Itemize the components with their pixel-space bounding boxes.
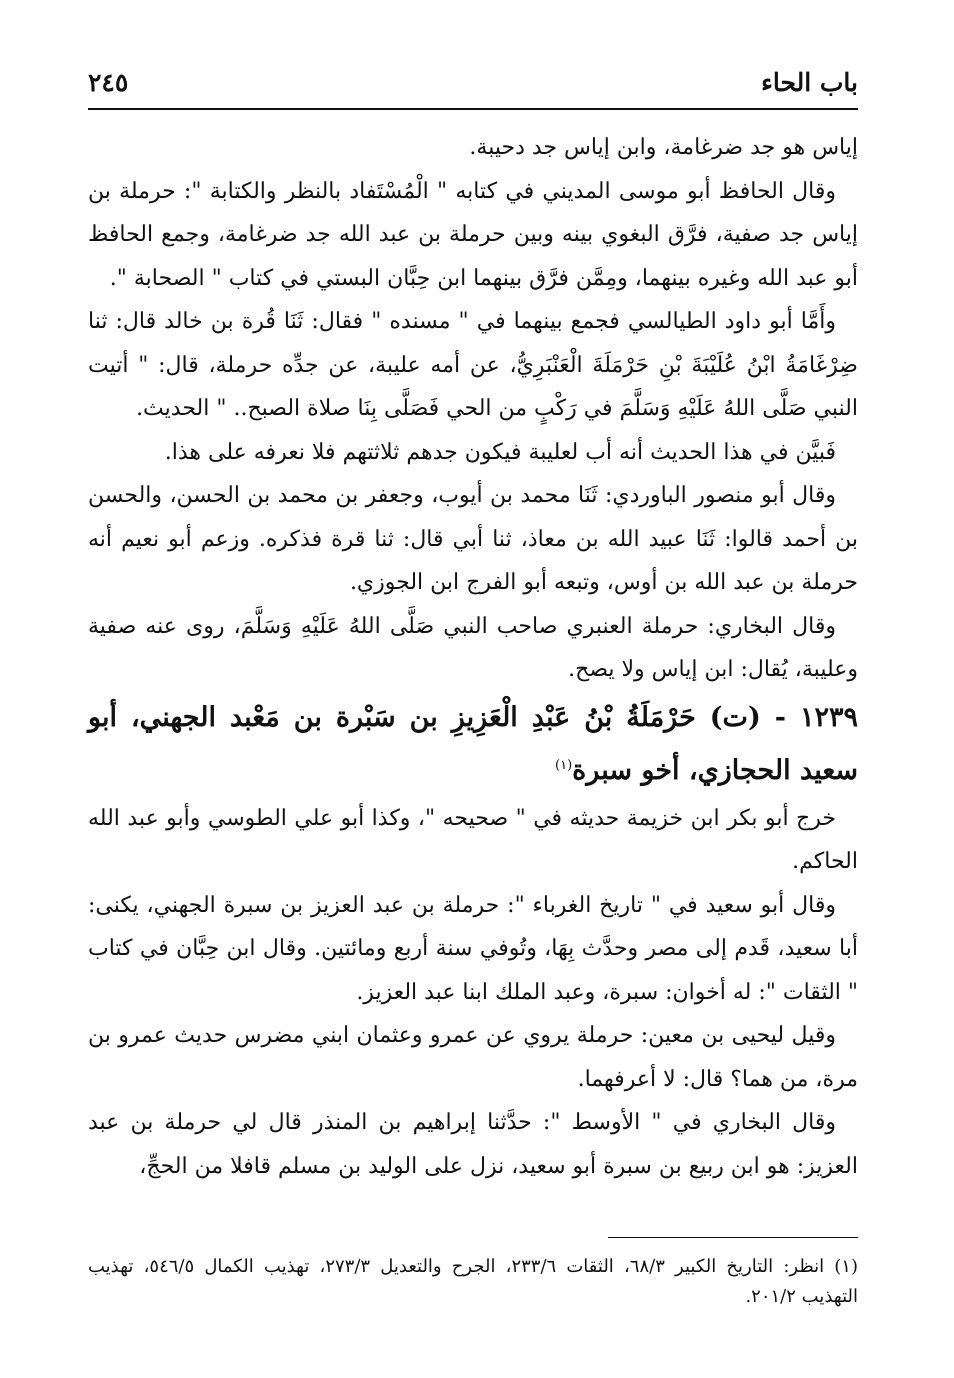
page-header: [88, 58, 858, 110]
page-number: ٢٤٥: [88, 68, 129, 97]
footnote: (١) انظر: التاريخ الكبير ٦٨/٣، الثقات ٢٣٣/٦، الجرح والتعديل ٢٧٣/٣، تهذيب الكمال ٥٤٦/٥، تهذيب التهذيب ٢٠١/٢.: [88, 1256, 858, 1307]
entry-heading: [88, 694, 858, 795]
running-title: باب الحاء: [761, 68, 858, 97]
paragraph: وقال أبو سعيد في " تاريخ الغرباء ": حرملة بن عبد العزيز بن سبرة الجهني، يكنى: أبا سعيد، قَدم إلى مصر وحدَّث بِهَا، وتُوفي سنة أربع ومائتين. وقال ابن حِبَّان في كتاب " الثقات ": له أخوان: سبرة، وعبد الملك ابنا عبد العزيز.: [88, 892, 858, 1005]
paragraph: وقال أبو منصور الباوردي: ثَنَا محمد بن أيوب، وجعفر بن محمد بن الحسن، والحسن بن أحمد قالوا: ثَنَا عبيد الله بن معاذ، ثنا أبي قال: ثنا قرة فذكره. وزعم أبو نعيم أنه حرملة بن عبد الله بن أوس، وتبعه أبو الفرج ابن الجوزي.: [88, 483, 858, 595]
paragraph: إياس هو جد ضرغامة، وابن إياس جد دحيبة.: [469, 135, 858, 160]
paragraph: خرج أبو بكر ابن خزيمة حديثه في " صحيحه "، وكذا أبو علي الطوسي وأبو عبد الله الحاكم.: [88, 805, 858, 874]
footnote-divider: [608, 1237, 858, 1238]
paragraph: وقيل ليحيى بن معين: حرملة يروي عن عمرو وعثمان ابني مضرس حديث عمرو بن مرة، من هما؟ قال: لا أعرفهما.: [88, 1023, 858, 1092]
paragraph: فَبيَّن في هذا الحديث أنه أب لعليبة فيكون جدهم ثلاثتهم فلا نعرفه على هذا.: [164, 439, 836, 465]
paragraph: وقال الحافظ أبو موسى المديني في كتابه " الْمُسْتَفاد بالنظر والكتابة ": حرملة بن إياس جد صفية، فرَّق البغوي بينه وبين حرملة بن عبد الله جد ضرغامة، وجمع الحافظ أبو عبد الله وغيره بينهما، ومِمَّن فرَّق بينهما ابن حِبَّان البستي في كتاب " الصحابة ".: [88, 178, 858, 291]
footnote-marker: (١): [555, 757, 573, 773]
paragraph: وقال البخاري في " الأوسط ": حدَّثنا إبراهيم بن المنذر قال لي حرملة بن عبد العزيز: هو ابن ربيع بن سبرة أبو سعيد، نزل على الوليد بن مسلم قافلا من الحجِّ،: [88, 1110, 858, 1179]
paragraph: وقال البخاري: حرملة العنبري صاحب النبي صَلَّى اللهُ عَلَيْهِ وَسَلَّمَ، روى عنه صفية وعليبة، يُقال: ابن إياس ولا يصح.: [88, 613, 858, 682]
paragraph: وأَمَّا أبو داود الطيالسي فجمع بينهما في " مسنده " فقال: ثَنَا قُرة بن خالد قال: ثنا ضِرْغَامَةُ ابْنُ عُلَيْبَةَ بْنِ حَرْمَلَةَ الْعَنْبَرِيُّ، عن أمه عليبة، عن جدِّه حرملة، قال: " أتيت النبي صَلَّى اللهُ عَلَيْهِ وَسَلَّمَ في رَكْبٍ من الحي فَصَلَّى بِنَا صلاة الصبح.. " الحديث.: [88, 309, 858, 421]
main-text: [88, 126, 858, 1188]
entry-heading-text: ١٢٣٩ - (ت) حَرْمَلَةُ بْنُ عَبْدِ الْعَزِيزِ بن سَبْرة بن مَعْبد الجهني، أبو سعيد الحجازي، أخو سبرة: [88, 701, 858, 786]
